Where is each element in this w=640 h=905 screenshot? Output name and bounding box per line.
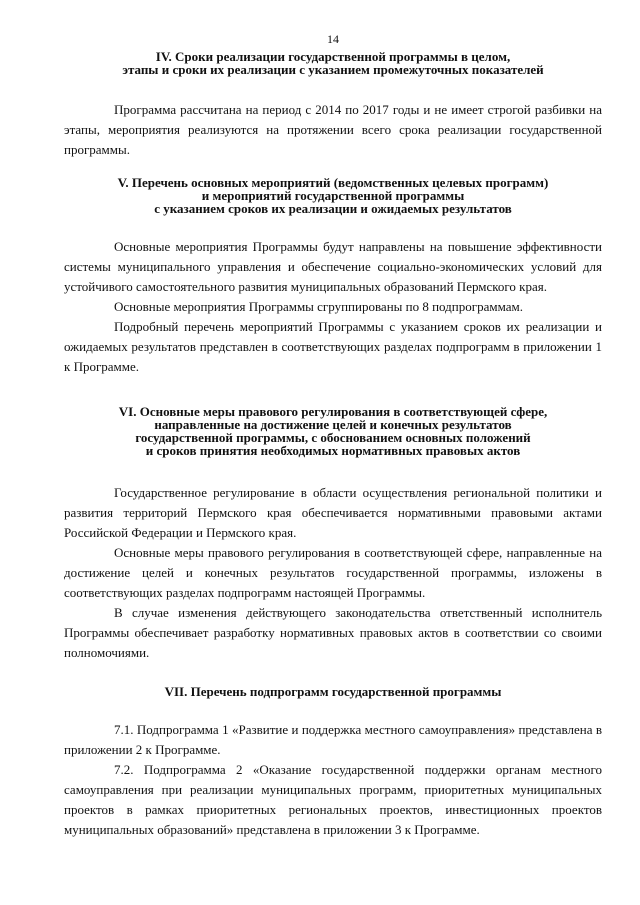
page-number: 14 — [327, 32, 339, 46]
paragraph: 7.1. Подпрограмма 1 «Развитие и поддержка местного самоуправления» представлена в приложении 2 к Программе. — [64, 722, 602, 757]
heading-line: VI. Основные меры правового регулирования в соответствующей сфере, — [118, 404, 548, 419]
heading-line: V. Перечень основных мероприятий (ведомственных целевых программ) — [117, 175, 549, 190]
section-7-heading — [64, 685, 602, 698]
section-7-body — [64, 720, 602, 840]
heading-line: этапы и сроки их реализации с указанием промежуточных показателей — [122, 62, 544, 77]
paragraph: Основные мероприятия Программы сгруппированы по 8 подпрограммам. — [114, 299, 523, 314]
section-6-body — [64, 483, 602, 663]
heading-line: государственной программы, с обоснованием основных положений — [135, 430, 531, 445]
section-4-body — [64, 100, 602, 160]
paragraph: Основные мероприятия Программы будут направлены на повышение эффективности системы муниципального управления и обеспечение социально-экономических условий для устойчивого самостоятельного развития муниципальных образований Пермского края. — [64, 239, 602, 294]
section-4-heading — [64, 50, 602, 76]
paragraph: Государственное регулирование в области осуществления региональной политики и развития территорий Пермского края обеспечивается нормативными правовыми актами Российской Федерации и Пермского края. — [64, 485, 602, 540]
heading-line: направленные на достижение целей и конечных результатов — [154, 417, 512, 432]
paragraph: В случае изменения действующего законодательства ответственный исполнитель Программы обеспечивает разработку нормативных правовых актов в соответствии со своими полномочиями. — [64, 605, 602, 660]
section-6-heading — [64, 405, 602, 457]
heading-line: IV. Сроки реализации государственной программы в целом, — [155, 49, 511, 64]
paragraph: 7.2. Подпрограмма 2 «Оказание государственной поддержки органам местного самоуправления при реализации муниципальных программ, приоритетных муниципальных проектов в рамках приоритетных региональных проектов, инвестиционных проектов муниципальных образований» представлена в приложении 3 к Программе. — [64, 762, 602, 837]
section-5-body — [64, 237, 602, 377]
heading-line: VII. Перечень подпрограмм государственной программы — [164, 684, 502, 699]
paragraph: Подробный перечень мероприятий Программы с указанием сроков их реализации и ожидаемых результатов представлен в соответствующих разделах подпрограмм в приложении 1 к Программе. — [64, 319, 602, 374]
section-5-heading — [64, 176, 602, 215]
paragraph: Программа рассчитана на период с 2014 по 2017 годы и не имеет строгой разбивки на этапы, мероприятия реализуются на протяжении всего срока реализации государственной программы. — [64, 102, 602, 157]
paragraph: Основные меры правового регулирования в соответствующей сфере, направленные на достижение целей и конечных результатов государственной программы, изложены в соответствующих разделах подпрограмм настоящей Программы. — [64, 545, 602, 600]
heading-line: с указанием сроков их реализации и ожидаемых результатов — [154, 201, 512, 216]
heading-line: и мероприятий государственной программы — [201, 188, 465, 203]
heading-line: и сроков принятия необходимых нормативных правовых актов — [145, 443, 521, 458]
